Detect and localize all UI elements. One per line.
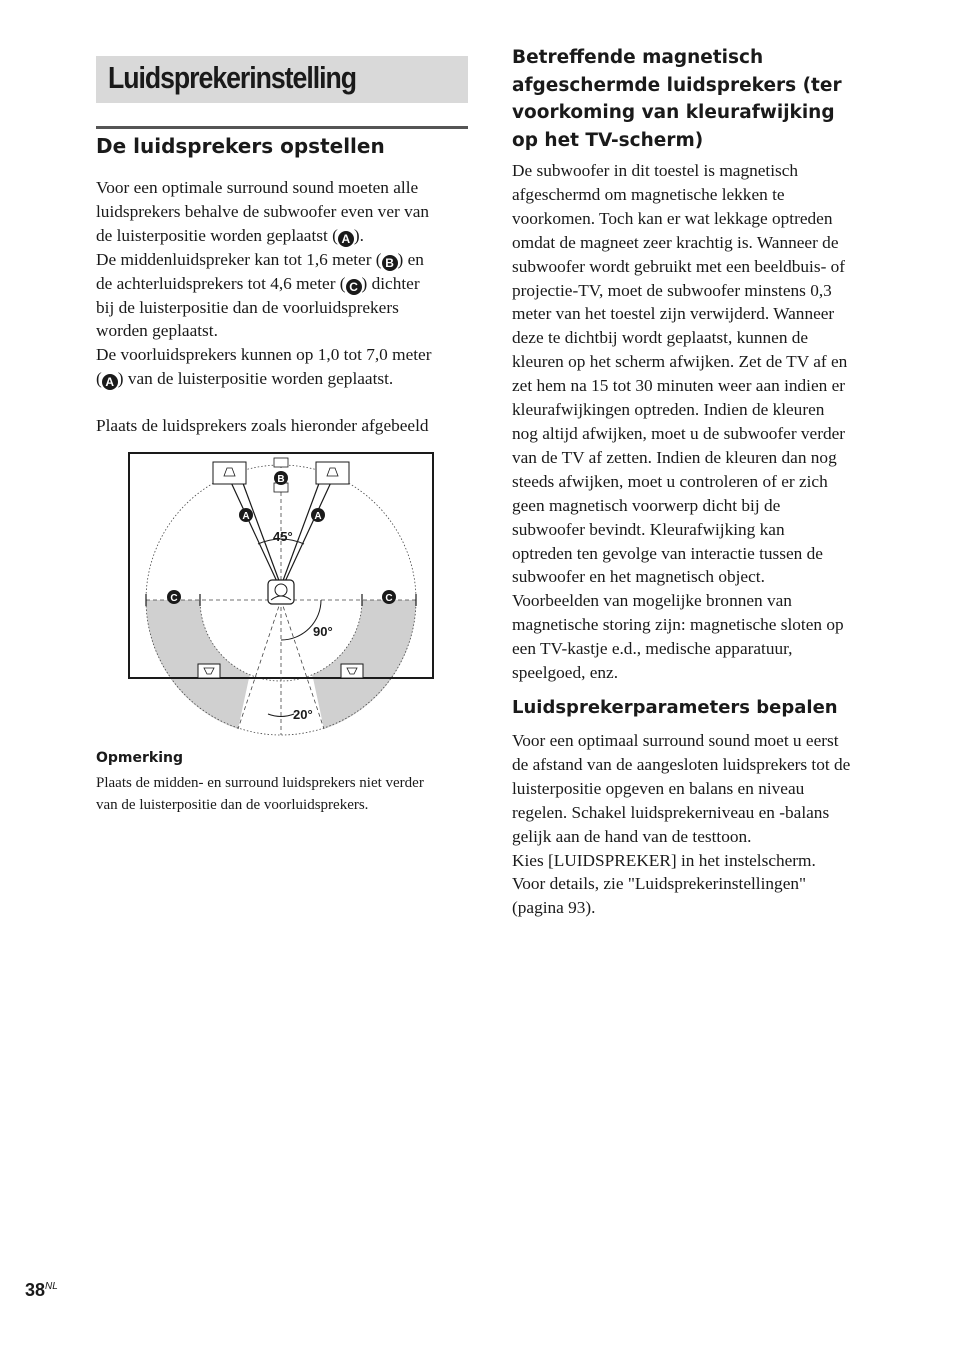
front-left-speaker-icon — [213, 462, 246, 484]
angle-label-rear: 20° — [293, 707, 313, 722]
rear-right-speaker-icon — [341, 664, 363, 678]
intro-paragraph: Voor een optimale surround sound moeten alle luidsprekers behalve de subwoofer even ver van de luisterpositie worden geplaatst ( A ). De middenluidspreker kan tot 1,6 meter ( B ) en de achterluidsprekers tot 4,6 meter ( C ) dichter bij de luisterpositie dan de voorluidsprekers worden geplaatst. De voorluidsprekers kunnen op 1,0 tot 7,0 meter ( A ) van de luisterpositie worden geplaatst. — [96, 178, 432, 390]
svg-text:C: C — [170, 593, 178, 604]
angle-label-front: 45° — [273, 529, 293, 544]
marker-a: A — [338, 231, 354, 247]
speaker-parameters-heading: Luidsprekerparameters bepalen — [512, 697, 838, 718]
rear-left-speaker-icon — [198, 664, 220, 678]
page-title-bar — [96, 56, 468, 103]
marker-a: A — [102, 374, 118, 390]
svg-text:B: B — [277, 474, 285, 485]
speaker-placement-diagram — [128, 452, 438, 742]
page-number: $38^{NL}$ — [25, 1280, 58, 1300]
note-text: Plaats de midden- en surround luidsprekers niet verder van de luisterpositie dan de voorluidsprekers. — [96, 775, 424, 813]
diagram-marker-b — [274, 471, 288, 485]
speaker-parameters-paragraph: Voor een optimaal surround sound moet u eerst de afstand van de aangesloten luidsprekers tot de luisterpositie opgeven en balans en niveau regelen. Schakel luidsprekerniveau en -balans gelijk aan de hand van de testtoon. Kies [LUIDSPREKER] in het instelscherm. Voor details, zie "Luidsprekerinstellingen" (pagina 93). — [512, 731, 851, 918]
diagram-marker-a-left — [239, 508, 253, 522]
magnetic-shielding-heading: Betreffende magnetisch afgeschermde luidsprekers (ter voorkoming van kleurafwijking op het TV-scherm) — [512, 47, 842, 151]
page-title: Luidsprekerinstelling — [108, 60, 356, 95]
svg-text:C: C — [385, 593, 393, 604]
svg-text:A: A — [242, 511, 250, 522]
angle-label-side: 90° — [313, 624, 333, 639]
diagram-marker-c-left — [167, 590, 181, 604]
diagram-marker-a-right — [311, 508, 325, 522]
marker-b: B — [382, 255, 398, 271]
svg-text:A: A — [314, 511, 322, 522]
front-right-speaker-icon — [316, 462, 349, 484]
diagram-marker-c-right — [382, 590, 396, 604]
marker-c: C — [346, 279, 362, 295]
note-heading: Opmerking — [96, 750, 184, 766]
listener-icon — [268, 580, 294, 604]
placement-instruction: Plaats de luidsprekers zoals hieronder afgebeeld — [96, 416, 429, 435]
magnetic-shielding-paragraph: De subwoofer in dit toestel is magnetisch afgeschermd om magnetische lekken te voorkomen. Toch kan er wat lekkage optreden omdat de magneet zeer krachtig is. Wanneer de subwoofer wordt gebruikt met een beeldbuis- of projectie-TV, moet de subwoofer minstens 0,3 meter van het toestel zijn verwijderd. Wanneer deze te dichtbij wordt geplaatst, kunnen de kleuren op het scherm afwijken. Zet de TV af en zet hem na 15 tot 30 minuten weer aan indien er kleurafwijkingen optreden. Indien de kleuren nog altijd afwijken, moet u de subwoofer verder van de TV af zetten. Indien de kleuren dan nog steeds afwijken, moet u controleren of er zich geen magnetisch voorwerp dicht bij de subwoofer bevindt. Kleurafwijking kan optreden ten gevolge van interactie tussen de subwoofer en het magnetisch object. Voorbeelden van mogelijke bronnen van magnetische storing zijn: magnetische sloten op een TV-kastje e.d., medische apparatuur, speelgoed, enz. — [512, 161, 848, 683]
section-rule — [96, 126, 468, 129]
section-title: De luidsprekers opstellen — [96, 134, 385, 158]
